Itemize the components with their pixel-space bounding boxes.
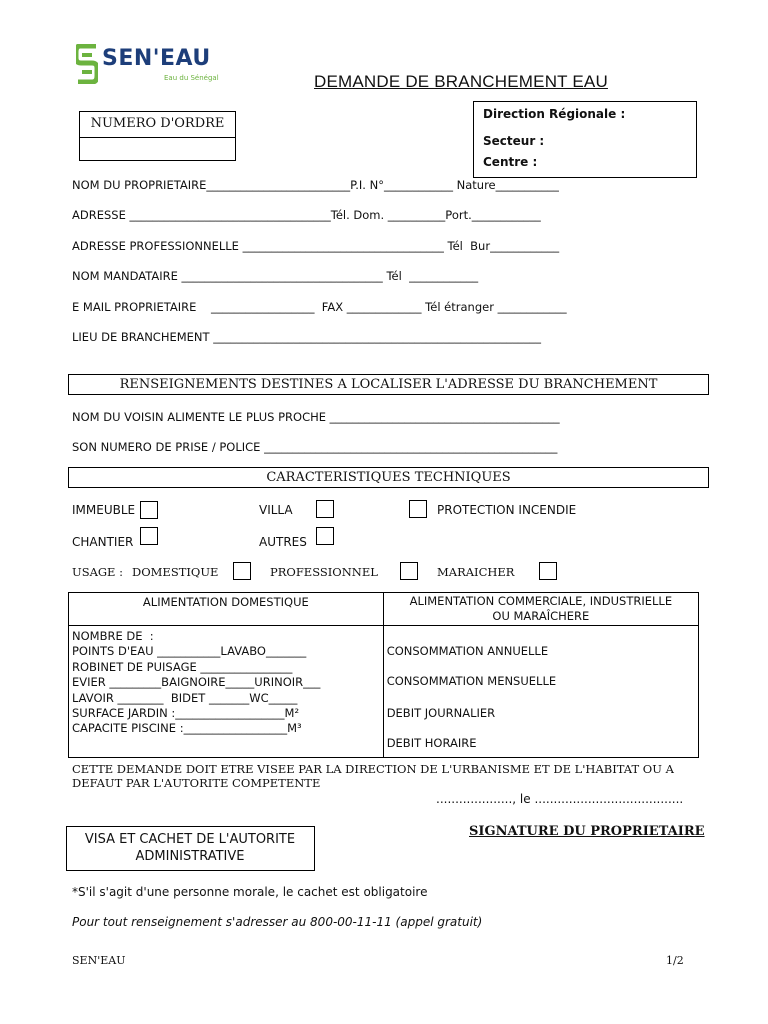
domestique-label: DOMESTIQUE — [132, 565, 219, 579]
numero-ordre-label: NUMERO D'ORDRE — [80, 112, 235, 138]
chantier-checkbox[interactable] — [140, 527, 158, 545]
lieu-line[interactable]: LIEU DE BRANCHEMENT _________________________________________________________ — [72, 330, 541, 344]
logo-mark-icon — [76, 44, 98, 84]
numero-ordre-field[interactable] — [80, 138, 235, 160]
immeuble-label: IMMEUBLE — [72, 503, 136, 517]
adresse-line[interactable]: ADRESSE ___________________________________Tél. Dom. __________Port.____________ — [72, 208, 541, 222]
autres-label: AUTRES — [259, 535, 307, 549]
col1-body — [69, 626, 384, 758]
email-line[interactable]: E MAIL PROPRIETAIRE __________________ FAX _____________ Tél étranger ____________ — [72, 300, 567, 314]
professionnel-label: PROFESSIONNEL — [270, 565, 378, 579]
footnote-cachet: *S'il s'agit d'une personne morale, le cachet est obligatoire — [72, 885, 428, 899]
nombre-de-line: NOMBRE DE : — [72, 629, 154, 643]
numero-ordre-box — [79, 111, 236, 161]
protection-incendie-checkbox[interactable] — [409, 500, 427, 518]
centre-label: Centre : — [483, 155, 538, 169]
page-number: 1/2 — [666, 954, 684, 967]
consommation-mensuelle[interactable]: CONSOMMATION MENSUELLE — [386, 674, 557, 689]
usage-label: USAGE : — [72, 565, 123, 579]
signature-label: SIGNATURE DU PROPRIETAIRE — [469, 824, 705, 839]
logo — [76, 44, 226, 90]
voisin-line[interactable]: NOM DU VOISIN ALIMENTE LE PLUS PROCHE ________________________________________ — [72, 410, 560, 424]
page-title: DEMANDE DE BRANCHEMENT EAU — [314, 72, 608, 91]
visa-label: VISA ET CACHET DE L'AUTORITE ADMINISTRATIVE — [84, 832, 296, 864]
footnote-renseignement: Pour tout renseignement s'adresser au 800-00-11-11 (appel gratuit) — [72, 915, 483, 929]
professionnel-checkbox[interactable] — [400, 562, 418, 580]
direction-regionale-label: Direction Régionale : — [483, 107, 626, 121]
footer-brand: SEN'EAU — [72, 954, 126, 967]
col1-header-cell — [69, 593, 384, 626]
debit-horaire[interactable]: DEBIT HORAIRE — [386, 736, 477, 751]
col2-header: ALIMENTATION COMMERCIALE, INDUSTRIELLE OU MARAÎCHERE — [409, 594, 673, 623]
autres-checkbox[interactable] — [316, 527, 334, 545]
col1-header: ALIMENTATION DOMESTIQUE — [142, 595, 309, 609]
evier-line[interactable]: EVIER _________BAIGNOIRE_____URINOIR___ — [72, 675, 321, 690]
maraicher-checkbox[interactable] — [539, 562, 557, 580]
prise-line[interactable]: SON NUMERO DE PRISE / POLICE ___________________________________________________ — [72, 440, 558, 454]
capacite-piscine-line[interactable]: CAPACITE PISCINE :__________________M³ — [72, 721, 302, 736]
consommation-annuelle[interactable]: CONSOMMATION ANNUELLE — [386, 644, 549, 658]
points-eau-line[interactable]: POINTS D'EAU ___________LAVABO_______ — [72, 644, 307, 659]
alimentation-table — [68, 592, 699, 758]
domestique-checkbox[interactable] — [233, 562, 251, 580]
logo-brand: SEN'EAU — [102, 46, 211, 71]
mandataire-line[interactable]: NOM MANDATAIRE ___________________________________ Tél ____________ — [72, 269, 479, 283]
proprietaire-line[interactable]: NOM DU PROPRIETAIRE_________________________P.I. N°____________ Nature___________ — [72, 178, 559, 192]
logo-tagline: Eau du Sénégal — [164, 74, 219, 82]
notice-text: CETTE DEMANDE DOIT ETRE VISEE PAR LA DIRECTION DE L'URBANISME ET DE L'HABITAT OU A DEFAUT PAR L'AUTORITE COMPETENTE — [72, 762, 674, 790]
debit-journalier[interactable]: DEBIT JOURNALIER — [386, 705, 496, 720]
maraicher-label: MARAICHER — [437, 565, 515, 579]
secteur-label: Secteur : — [483, 134, 545, 148]
surface-jardin-line[interactable]: SURFACE JARDIN :___________________M² — [72, 706, 300, 721]
lavoir-line[interactable]: LAVOIR ________ BIDET _______WC_____ — [72, 690, 298, 705]
visa-box — [66, 826, 315, 871]
date-line[interactable]: ...................., le ....................................... — [436, 792, 684, 806]
robinet-line[interactable]: ROBINET DE PUISAGE ________________ — [72, 659, 293, 674]
col2-header-cell — [383, 593, 698, 626]
villa-checkbox[interactable] — [316, 500, 334, 518]
section-localisation-header: RENSEIGNEMENTS DESTINES A LOCALISER L'ADRESSE DU BRANCHEMENT — [68, 374, 709, 395]
villa-label: VILLA — [259, 503, 293, 517]
adresse-pro-line[interactable]: ADRESSE PROFESSIONNELLE ___________________________________ Tél Bur____________ — [72, 239, 560, 253]
immeuble-checkbox[interactable] — [140, 501, 158, 519]
direction-box — [473, 101, 697, 178]
col2-body — [383, 626, 698, 758]
section-technique-header: CARACTERISTIQUES TECHNIQUES — [68, 467, 709, 488]
chantier-label: CHANTIER — [72, 535, 134, 549]
protection-incendie-label: PROTECTION INCENDIE — [437, 503, 577, 517]
